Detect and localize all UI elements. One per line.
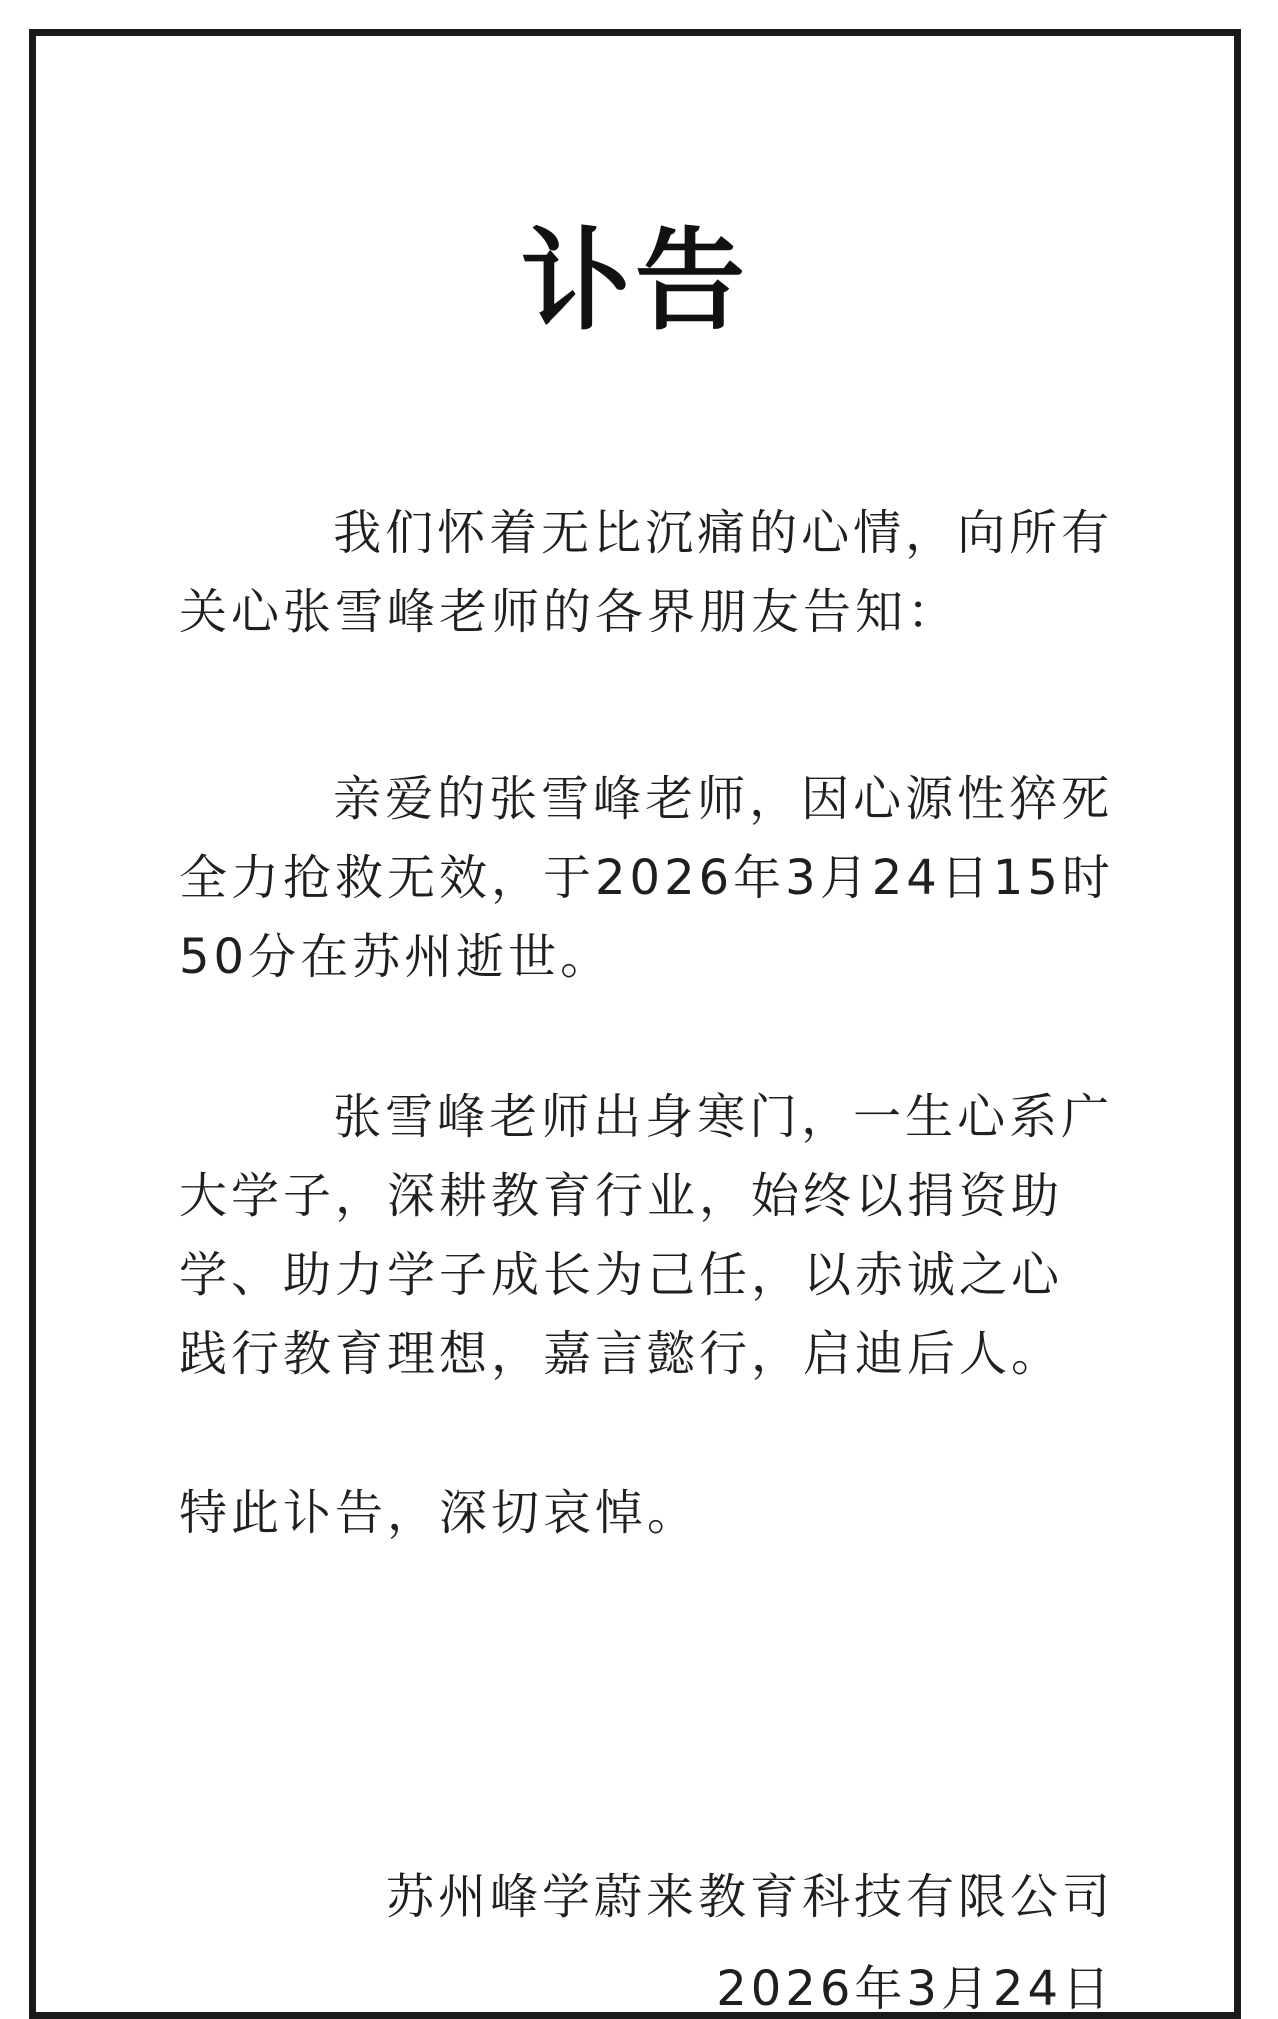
- notice-paragraph-announcement: 我们怀着无比沉痛的心情，向所有 关心张雪峰老师的各界朋友告知：: [179, 505, 1114, 640]
- notice-paragraph-biography: 张雪峰老师出身寒门，一生心系广 大学子，深耕教育行业，始终以捐资助 学、助力学子成长为己任，以赤诚之心 践行教育理想，嘉言懿行，启迪后人。: [179, 1089, 1114, 1382]
- notice-paragraph-closing: 特此讣告，深切哀悼。: [179, 1485, 700, 1541]
- notice-title: 讣告: [521, 217, 749, 345]
- notice-date: 2026年3月24日: [716, 1961, 1114, 2017]
- notice-organization: 苏州峰学蔚来教育科技有限公司: [385, 1869, 1114, 1925]
- notice-frame: [29, 29, 1241, 2019]
- notice-paragraph-passing: 亲爱的张雪峰老师，因心源性猝死 全力抢救无效，于2026年3月24日15时 50分在苏州逝世。: [179, 771, 1114, 985]
